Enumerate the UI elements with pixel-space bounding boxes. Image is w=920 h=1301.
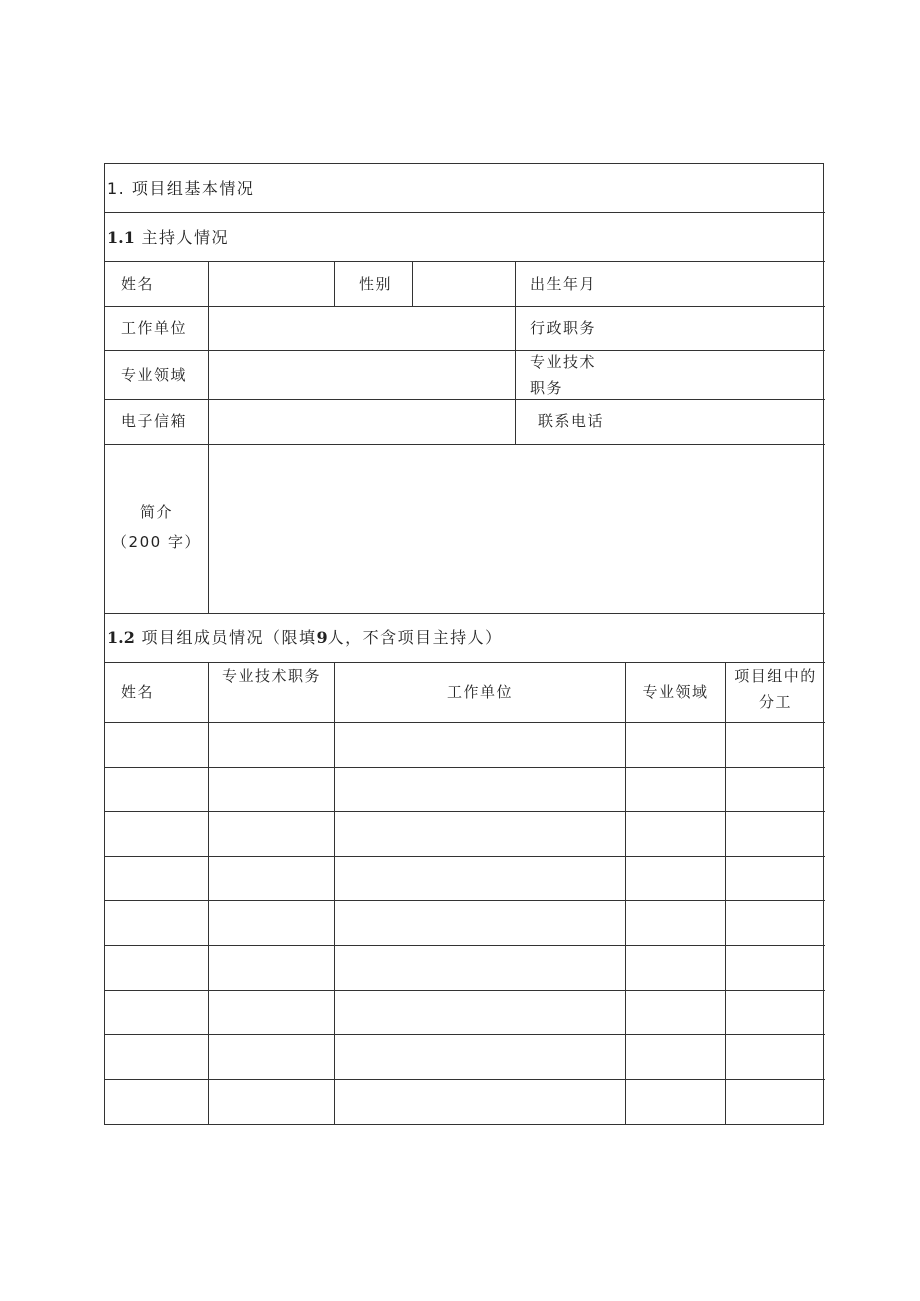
member-work-unit-input[interactable] <box>335 1035 625 1078</box>
member-tech-title-input[interactable] <box>209 946 334 989</box>
member-work-unit-input[interactable] <box>335 946 625 989</box>
phone-input[interactable] <box>605 400 823 444</box>
member-specialty-input[interactable] <box>626 946 725 989</box>
member-role-input[interactable] <box>726 857 823 900</box>
member-name-input[interactable] <box>106 857 208 900</box>
member-work-unit-input[interactable] <box>335 901 625 944</box>
member-specialty-input[interactable] <box>626 901 725 944</box>
header-tech-title: 专业技术职务 <box>221 667 321 685</box>
project-team-form <box>104 163 824 1125</box>
label-specialty: 专业领域 <box>121 366 188 384</box>
host-section-number: 1.1 <box>107 228 135 247</box>
label-intro: 简介 <box>139 503 173 521</box>
member-specialty-input[interactable] <box>626 991 725 1034</box>
member-role-input[interactable] <box>726 946 823 989</box>
member-name-input[interactable] <box>106 991 208 1034</box>
divider <box>515 261 516 444</box>
member-name-input[interactable] <box>106 901 208 944</box>
label-tech-title-line1: 专业技术 <box>530 353 597 371</box>
section-title-text: 1. 项目组基本情况 <box>107 179 255 198</box>
member-specialty-input[interactable] <box>626 1080 725 1123</box>
member-name-input[interactable] <box>106 1035 208 1078</box>
member-name-input[interactable] <box>106 946 208 989</box>
email-input[interactable] <box>209 400 515 444</box>
member-work-unit-input[interactable] <box>335 1080 625 1123</box>
label-email: 电子信箱 <box>121 412 188 430</box>
label-gender: 性别 <box>359 275 393 293</box>
label-phone: 联系电话 <box>538 412 605 430</box>
member-tech-title-input[interactable] <box>209 1035 334 1078</box>
member-specialty-input[interactable] <box>626 857 725 900</box>
members-limit-count: 9 <box>316 628 328 647</box>
member-tech-title-input[interactable] <box>209 901 334 944</box>
host-section-text: 主持人情况 <box>141 228 229 247</box>
member-tech-title-input[interactable] <box>209 991 334 1034</box>
label-tech-title-line2: 职务 <box>530 379 564 397</box>
member-work-unit-input[interactable] <box>335 857 625 900</box>
member-work-unit-input[interactable] <box>335 991 625 1034</box>
members-section-number: 1.2 <box>107 628 135 647</box>
header-role-line2: 分工 <box>758 693 792 711</box>
members-section-text: 项目组成员情况（限填 <box>141 628 317 647</box>
admin-post-input[interactable] <box>605 307 823 350</box>
member-name-input[interactable] <box>106 768 208 811</box>
section-title <box>107 179 254 199</box>
member-work-unit-input[interactable] <box>335 723 625 766</box>
member-role-input[interactable] <box>726 901 823 944</box>
member-role-input[interactable] <box>726 991 823 1034</box>
specialty-input[interactable] <box>209 351 515 399</box>
member-name-input[interactable] <box>106 1080 208 1123</box>
member-name-input[interactable] <box>106 812 208 855</box>
members-section-text-tail: 人，不含项目主持人） <box>327 628 503 647</box>
label-work-unit: 工作单位 <box>121 319 188 337</box>
host-section-title <box>107 228 229 248</box>
work-unit-input[interactable] <box>209 307 515 350</box>
member-specialty-input[interactable] <box>626 768 725 811</box>
header-work-unit: 工作单位 <box>446 683 513 701</box>
member-role-input[interactable] <box>726 812 823 855</box>
member-tech-title-input[interactable] <box>209 768 334 811</box>
member-tech-title-input[interactable] <box>209 723 334 766</box>
member-tech-title-input[interactable] <box>209 1080 334 1123</box>
member-role-input[interactable] <box>726 768 823 811</box>
member-role-input[interactable] <box>726 1035 823 1078</box>
tech-title-input[interactable] <box>605 351 823 399</box>
member-work-unit-input[interactable] <box>335 768 625 811</box>
member-tech-title-input[interactable] <box>209 857 334 900</box>
label-birth: 出生年月 <box>530 275 597 293</box>
member-specialty-input[interactable] <box>626 723 725 766</box>
member-work-unit-input[interactable] <box>335 812 625 855</box>
divider <box>105 613 825 614</box>
member-role-input[interactable] <box>726 1080 823 1123</box>
label-admin-post: 行政职务 <box>530 319 597 337</box>
member-name-input[interactable] <box>106 723 208 766</box>
header-role-line1: 项目组中的 <box>734 667 817 685</box>
name-input[interactable] <box>209 262 334 306</box>
header-specialty: 专业领域 <box>642 683 709 701</box>
member-specialty-input[interactable] <box>626 1035 725 1078</box>
member-tech-title-input[interactable] <box>209 812 334 855</box>
label-intro-limit: （200 字） <box>112 533 201 551</box>
members-section-title <box>107 628 503 648</box>
divider <box>105 662 825 663</box>
intro-textarea[interactable] <box>209 445 823 613</box>
label-name: 姓名 <box>121 275 155 293</box>
divider <box>334 261 335 306</box>
header-name: 姓名 <box>121 683 155 701</box>
birth-input[interactable] <box>605 262 823 306</box>
member-role-input[interactable] <box>726 723 823 766</box>
gender-input[interactable] <box>413 262 515 306</box>
divider <box>105 212 825 213</box>
member-specialty-input[interactable] <box>626 812 725 855</box>
